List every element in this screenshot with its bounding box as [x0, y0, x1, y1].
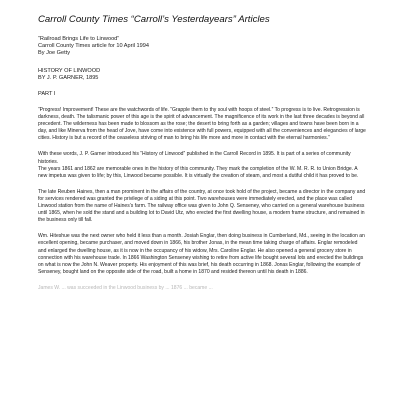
part-label: PART I — [38, 91, 56, 97]
history-byline: BY J. P. GARNER, 1895 — [38, 75, 99, 81]
paragraph-hiteshue: Wm. Hiteshue was the next owner who held it less than a month. Josiah Englar, then doing business in Cumberland, Md., seeing in the location an excellent opening, became purchaser, and moved down in 1866, his brother Jonas, in the mean time taking charge of affairs. Englar remodeled and enlarged the dwelling house, as it is now in the occupancy of his widow, Mrs. Caroline Englar. He also opened a general grocery store in connection with his warehouse trade. In 1866 Washington Senseney wishing to retire from active life bought several lots and erected the buildings on what is now the John N. Weaver property. His enjoyment of this was brief, his death occurring in 1868. Jonas Englar, following the example of Senseney, bought land on the opposite side of the road, built a home in 1870 and resided thereon until his death in 1886. — [38, 233, 365, 275]
document-page — [38, 14, 366, 292]
history-heading — [38, 68, 366, 82]
article-author: By Joe Getty — [38, 50, 71, 56]
article-source: Carroll County Times article for 10 April 1994 — [38, 43, 149, 49]
paragraph-faded-continuation: James W. ... was succeeded in the Linwood business by ... 1876 ... became ... — [38, 284, 213, 291]
paragraph-introduction: With these words, J. P. Garner introduced his “History of Linwood” published in the Carroll Record in 1895. It is part of a series of community histories. — [38, 151, 351, 165]
article-headline: “Railroad Brings Life to Linwood” — [38, 36, 120, 42]
document-title: Carroll County Times “Carroll’s Yesterdayears” Articles — [38, 14, 270, 25]
article-meta — [38, 36, 366, 57]
paragraph-railroad: The years 1861 and 1862 are memorable ones in the history of this community. They mark the completion of the W. M. R. R. to Union Bridge. A new impetus was given to life; by this, Linwood became possible. It is virtually the creation of steam, and most a dutiful child it has proved to be. — [38, 165, 359, 179]
history-title: HISTORY OF LINWOOD — [38, 68, 101, 74]
paragraph-haines: The late Reuben Haines, then a man prominent in the affairs of the country, at once took hold of the project, became a director in the company and for services rendered was granted the privilege of a siding at this point. Two warehouses were immediately erected, and the place was called Linwood station from the name of Haines’s farm. The railway office was given to John Q. Senseney, who carried on a general warehouse business until 1865, when he sold the stand and a building lot to David Utz, who erected the first dwelling house, a modern frame structure, and remained in the business only till fall. — [38, 188, 366, 224]
paragraph-intro-quote: “Progress! Improvement! These are the watchwords of life. “Grapple them to thy soul with hoops of steel.” To progress is to live. Retrogression is darkness, death. The talismanic power of this age is the spirit of advancement. The magnificence of its work in the last three decades is beyond all precedent. The wilderness has been made to blossom as the rose; the desert to bring forth as a garden; villages and towns have been born in a day, and like Minerva from the head of Jove, have come into existence with full powers, equipped with all the conveniences and elegancies of large cities. History is but a record of the ceaseless striving of man to bring his life more and more in contact with the eternal harmonies.” — [38, 107, 366, 142]
